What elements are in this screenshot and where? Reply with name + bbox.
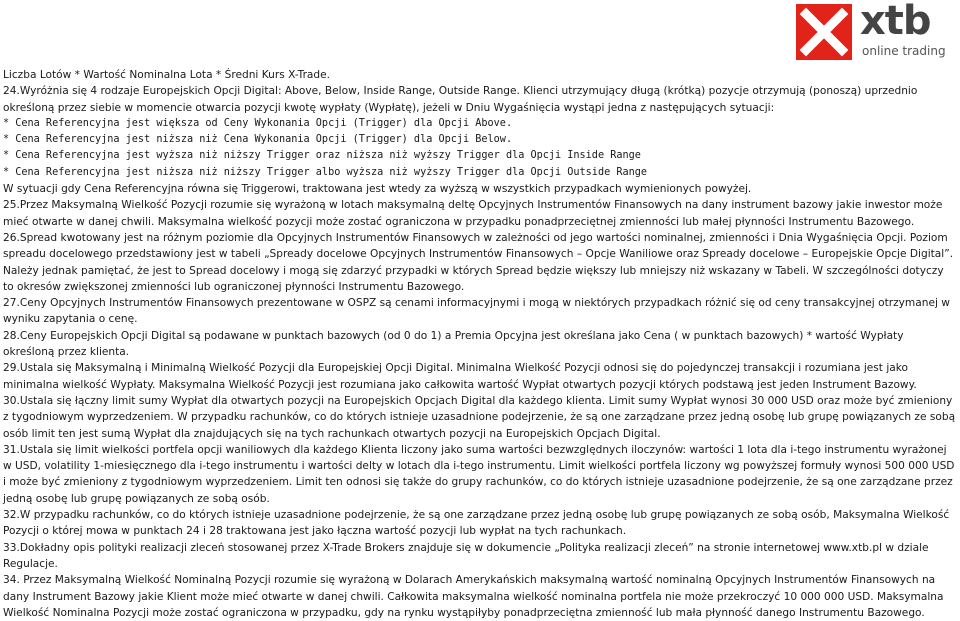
- xtb-wordmark: xtb: [860, 0, 931, 44]
- paragraph-34: 34. Przez Maksymalną Wielkość Nominalną Pozycji rozumie się wyrażoną w Dolarach Amerykańskich maksymalną wartość nominalną Opcyjnych Instrumentów Finansowych na dany Instrument Bazowy jakie Klient może mieć otwarte w danej chwili. Całkowita maksymalna wielkość nominalna portfela nie może przekroczyć 10 000 000 USD. Maksymalna Wielkość Nominalna Pozycji może zostać ograniczona w przypadku, gdy na rynku wystąpiłyby ponadprzeciętna zmienność lub mała płynność danego Instrumentu Bazowego.: [3, 574, 944, 619]
- bullet-above: * Cena Referencyjna jest większa od Ceny Wykonania Opcji (Trigger) dla Opcji Above.: [3, 117, 513, 129]
- paragraph-24: 24.Wyróżnia się 4 rodzaje Europejskich Opcji Digital: Above, Below, Inside Range, Outside Range. Klienci utrzymujący długą (krótką) pozycje otrzymują (ponoszą) uprzednio określoną przez siebie w momencie otwarcia pozycji kwotę wypłaty (Wypłatę), jeżeli w Dniu Wygaśnięcia wystąpi jedna z następujących sytuacji:: [3, 85, 918, 114]
- bullet-outside-range: * Cena Referencyjna jest niższa niż niższy Trigger albo wyższa niż wyższy Trigger dla Opcji Outside Range: [3, 166, 648, 178]
- xtb-logo: [796, 2, 954, 60]
- paragraph-30: 30.Ustala się łączny limit sumy Wypłat dla otwartych pozycji na Europejskich Opcjach Digital dla każdego klienta. Limit sumy Wypłat wynosi 30 000 USD oraz może być zmieniony z tygodniowym wyprzedzeniem. W przypadku rachunków, co do których istnieje uzasadnione podejrzenie, że są one zarządzane przez jedną osobę lub grupę powiązanych ze sobą osób limit ten jest sumą Wypłat dla znajdujących się na tych rachunkach otwartych pozycji na Europejskich Opcjach Digital.: [3, 394, 956, 440]
- paragraph-32: 32.W przypadku rachunków, co do których istnieje uzasadnione podejrzenie, że są one zarządzane przez jedną osobę lub grupę powiązanych ze sobą osób, Maksymalna Wielkość Pozycji o której mowa w punktach 24 i 28 traktowana jest jako łączna wartość pozycji lub wypłat na tych rachunkach.: [3, 509, 950, 538]
- x-mark-icon: [796, 4, 852, 60]
- xtb-tagline: online trading: [862, 44, 946, 58]
- paragraph-25: 25.Przez Maksymalną Wielkość Pozycji rozumie się wyrażoną w lotach maksymalną deltę Opcyjnych Instrumentów Finansowych na dany instrument bazowy jakie inwestor może mieć otwarte w danej chwili. Maksymalna wielkość pozycji może zostać ograniczona w przypadku ponadprzeciętnej zmienności lub małej płynności Instrumentu Bazowego.: [3, 199, 943, 228]
- paragraph-28: 28.Ceny Europejskich Opcji Digital są podawane w punktach bazowych (od 0 do 1) a Premia Opcyjna jest określana jako Cena ( w punktach bazowych) * wartość Wypłaty określoną przez klienta.: [3, 329, 904, 359]
- document-body: [3, 67, 957, 621]
- paragraph-31: 31.Ustala się limit wielkości portfela opcji waniliowych dla każdego Klienta liczony jako suma wartości bezwzględnych iloczynów: wartości 1 lota dla i-tego instrumentu wyrażonej w USD, volatility 1-miesięcznego dla i-tego instrumentu i wartości delty w lotach dla i-tego instrumentu. Limit wielkości portfela liczony wg powyższej formuły wynosi 500 000 USD i może być zmieniony z tygodniowym wyprzedzeniem. Limit ten odnosi się także do grupy rachunków, co do których istnieje uzasadnione podejrzenie, że są one zarządzane przez jedną osobę lub grupę powiązanych ze sobą osób.: [3, 443, 955, 505]
- paragraph-formula: Liczba Lotów * Wartość Nominalna Lota * Średni Kurs X-Trade.: [3, 69, 331, 81]
- paragraph-trigger-note: W sytuacji gdy Cena Referencyjna równa się Triggerowi, traktowana jest wtedy za wyższą w wszystkich przypadkach wymienionych powyżej.: [3, 183, 752, 196]
- xtb-logo-mark: [796, 4, 852, 60]
- paragraph-29: 29.Ustala się Maksymalną i Minimalną Wielkość Pozycji dla Europejskiej Opcji Digital. Minimalna Wielkość Pozycji odnosi się do pojedynczej transakcji i rozumiana jest jako minimalna wielkość Wypłaty. Maksymalna Wielkość Pozycji jest rozumiana jako całkowita wartość Wypłat otwartych pozycji których podstawą jest jeden Instrument Bazowy.: [3, 362, 917, 391]
- bullet-below: * Cena Referencyjna jest niższa niż Cena Wykonania Opcji (Trigger) dla Opcji Below.: [3, 134, 513, 146]
- paragraph-27: 27.Ceny Opcyjnych Instrumentów Finansowych prezentowane w OSPZ są cenami informacyjnymi i mogą w niektórych przypadkach różnić się od ceny transakcyjnej otrzymanej w wyniku zapytania o cenę.: [3, 297, 950, 326]
- bullet-inside-range: * Cena Referencyjna jest wyższa niż niższy Trigger oraz niższa niż wyższy Trigger dla Opcji Inside Range: [3, 150, 641, 162]
- paragraph-33: 33.Dokładny opis polityki realizacji zleceń stosowanej przez X-Trade Brokers znajduje się w dokumencie „Polityka realizacji zleceń” na stronie internetowej www.xtb.pl w dziale Regulacje.: [3, 541, 929, 570]
- paragraph-26: 26.Spread kwotowany jest na różnym poziomie dla Opcyjnych Instrumentów Finansowych w zależności od jego wartości nominalnej, zmienności i Dnia Wygaśnięcia Opcji. Poziom spreadu docelowego przedstawiony jest w tabeli „Spready docelowe Opcyjnych Instrumentów Finansowych – Opcje Waniliowe oraz Spready docelowe – Europejskie Opcje Digital”. Należy jednak pamiętać, że jest to Spread docelowy i mogą się zdarzyć przypadki w których Spread będzie większy lub mniejszy niż wskazany w Tabeli. W szczególności dotyczy to okresów zwiększonej zmienności lub ograniczonej płynności Instrumentu Bazowego.: [3, 231, 954, 293]
